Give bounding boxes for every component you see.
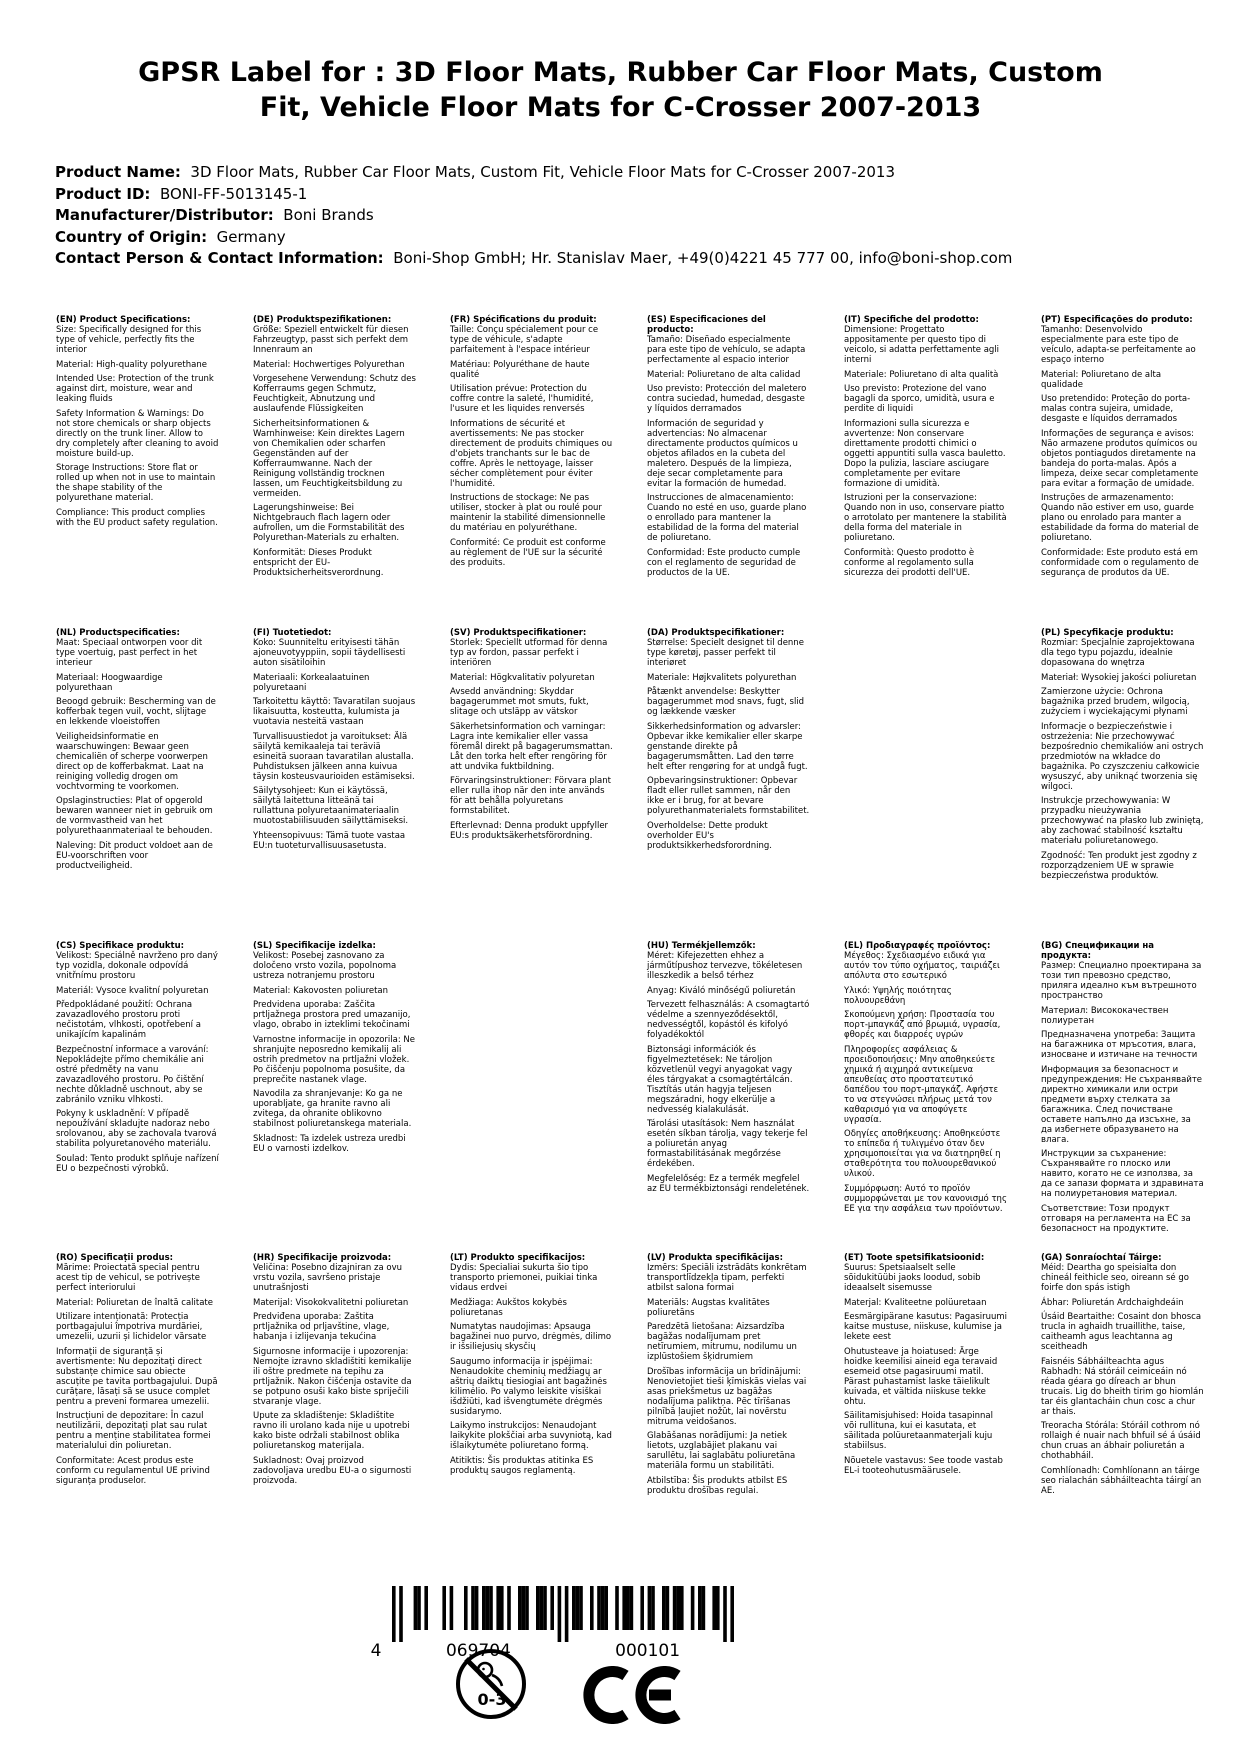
empty-cell bbox=[844, 628, 1041, 941]
spec-paragraph: Tamanho: Desenvolvido especialmente para este tipo de veículo, adapta-se perfeitamente ao espaço interno bbox=[1041, 325, 1196, 365]
spec-paragraph: Conformitate: Acest produs este conform cu regulamentul UE privind siguranța produselor. bbox=[56, 1455, 210, 1486]
spec-paragraph: Compliance: This product complies with the EU product safety regulation. bbox=[56, 507, 218, 528]
spec-paragraph: Sigurnosne informacije i upozorenja: Nemojte izravno skladištiti kemikalije ili oštre predmete na tepihu za prtljažnik. Nakon čišćenja ostavite da se potpuno osuši kako biste spriječili stvaranje vlage. bbox=[253, 1346, 412, 1407]
lang-section-ga bbox=[1041, 1253, 1238, 1500]
spec-paragraph: Utilizare intenționată: Protecția portbagajului împotriva murdăriei, umezelii, uzurii și lichidelor vărsate bbox=[56, 1312, 207, 1342]
product-info-line bbox=[55, 205, 1211, 227]
lang-section-el bbox=[844, 941, 1041, 1253]
spec-paragraph: Σκοπούμενη χρήση: Προστασία του πορτ-μπαγκάζ από βρωμιά, υγρασία, φθορές και διαρροές υγρών bbox=[844, 1010, 1001, 1040]
spec-paragraph: Upute za skladištenje: Skladištite ravno ili urolano kada nije u upotrebi kako biste održali stabilnost oblika poliuretanskog materijala. bbox=[253, 1411, 410, 1451]
spec-paragraph: Taille: Conçu spécialement pour ce type de véhicule, s'adapte parfaitement à l'espace intérieur bbox=[450, 325, 599, 355]
spec-paragraph: Utilisation prévue: Protection du coffre contre la saleté, l'humidité, l'usure et les liquides renversés bbox=[450, 384, 594, 414]
page-title-text: GPSR Label for : 3D Floor Mats, Rubber Car Floor Mats, Custom Fit, Vehicle Floor Mats for C-Crosser 2007-2013 bbox=[138, 57, 1103, 124]
lang-section-fi bbox=[253, 628, 450, 941]
spec-paragraph: Instrucțiuni de depozitare: În cazul neutilizării, depozitați plat sau rulat pentru a menține stabilitatea formei materialului din poliuretan. bbox=[56, 1411, 211, 1451]
lang-section-de bbox=[253, 315, 450, 628]
spec-paragraph: Tervezett felhasználás: A csomagtartó védelme a szennyeződésektől, nedvességtől, kopástól és kifolyó folyadékoktól bbox=[647, 1000, 810, 1040]
spec-paragraph: Veiligheidsinformatie en waarschuwingen: Bewaar geen chemicaliën of scherpe voorwerpen direct op de kofferbakmat. Laat na reiniging volledig drogen om vochtvorming te voorkomen. bbox=[56, 731, 208, 792]
spec-paragraph: Størrelse: Specielt designet til denne type køretøj, passer perfekt til interiøret bbox=[647, 638, 804, 668]
lang-section-header: (SV) Produktspecifikationer: bbox=[450, 628, 587, 638]
lang-section-bg bbox=[1041, 941, 1238, 1253]
spec-paragraph: Förvaringsinstruktioner: Förvara plant eller rulla ihop när den inte används för att behålla polyuretans formstabilitet. bbox=[450, 776, 611, 816]
lang-section-it bbox=[844, 315, 1041, 628]
spec-paragraph: Méid: Deartha go speisialta don chineál feithicle seo, oireann sé go foirfe don spás istigh bbox=[1041, 1263, 1189, 1293]
lang-section-sl bbox=[253, 941, 450, 1253]
lang-section-header: (NL) Productspecificaties: bbox=[56, 628, 180, 638]
lang-section-header: (ET) Toote spetsifikatsioonid: bbox=[844, 1253, 985, 1263]
spec-paragraph: Avsedd användning: Skyddar bagagerummet mot smuts, fukt, slitage och utsläpp av vätskor bbox=[450, 687, 589, 717]
barcode-digit-first: 4 bbox=[370, 1641, 382, 1660]
lang-section-header: (ES) Especificaciones del producto: bbox=[647, 315, 766, 335]
spec-paragraph: Materiál: Vysoce kvalitní polyuretan bbox=[56, 985, 209, 996]
lang-section-header: (RO) Specificații produs: bbox=[56, 1253, 174, 1263]
spec-paragraph: Säilitamisjuhised: Hoida tasapinnal või rullituna, kui ei kasutata, et säilitada polüuretaanmaterjali kuju stabiilsus. bbox=[844, 1411, 993, 1451]
spec-paragraph: Instrukcje przechowywania: W przypadku nieużywania przechowywać na płasko lub zwiniętą, aby zachować stabilność kształtu materiału poliuretanowego. bbox=[1041, 796, 1204, 846]
barcode-digits-right: 000101 bbox=[615, 1641, 681, 1660]
product-info-label: Country of Origin: bbox=[55, 227, 208, 246]
spec-paragraph: Materiaal: Hoogwaardige polyurethaan bbox=[56, 672, 163, 693]
lang-section-hu bbox=[647, 941, 844, 1253]
spec-paragraph: Medžiaga: Aukštos kokybės poliuretanas bbox=[450, 1297, 567, 1318]
spec-paragraph: Méret: Kifejezetten ehhez a járműtípushoz tervezve, tökéletesen illeszkedik a belső térhez bbox=[647, 951, 803, 981]
spec-paragraph: Informações de segurança e avisos: Não armazene produtos químicos ou objetos pontiagudos diretamente na bandeja do porta-malas. Após a limpeza, deixe secar completamente para evitar a formação de umidade. bbox=[1041, 428, 1199, 489]
lang-section-header: (HU) Termékjellemzők: bbox=[647, 941, 756, 951]
spec-paragraph: Velikost: Posebej zasnovano za določeno vrsto vozila, popolnoma ustreza notranjemu prostoru bbox=[253, 951, 397, 981]
spec-paragraph: Biztonsági információk és figyelmeztetések: Ne tároljon közvetlenül vegyi anyagokat vagy éles tárgyakat a csomagtértálcán. Tisztítás után hagyja teljesen megszáradni, hogy elkerülje a nedvesség kialakulását. bbox=[647, 1044, 793, 1115]
spec-paragraph: Tárolási utasítások: Nem használat esetén síkban tárolja, vagy tekerje fel a poliuretán anyag formastabilitásának megőrzése érdekében. bbox=[647, 1119, 808, 1169]
spec-paragraph: Opslaginstructies: Plat of opgerold bewaren wanneer niet in gebruik om de vormvastheid van het polyurethaanmateriaal te behouden. bbox=[56, 796, 213, 836]
spec-paragraph: Uso previsto: Protección del maletero contra suciedad, humedad, desgaste y líquidos derramados bbox=[647, 384, 807, 414]
spec-paragraph: Skladnost: Ta izdelek ustreza uredbi EU o varnosti izdelkov. bbox=[253, 1133, 406, 1154]
spec-paragraph: Předpokládané použití: Ochrana zavazadlového prostoru proti nečistotám, vlhkosti, opotřebení a unikajícím kapalinám bbox=[56, 1000, 201, 1040]
product-info-label: Product ID: bbox=[55, 184, 151, 203]
spec-paragraph: Zgodność: Ten produkt jest zgodny z rozporządzeniem UE w sprawie bezpieczeństwa produktów. bbox=[1041, 850, 1197, 881]
product-info-label: Manufacturer/Distributor: bbox=[55, 206, 274, 224]
spec-paragraph: Zamierzone użycie: Ochrona bagażnika przed brudem, wilgocią, zużyciem i wyciekającymi płynami bbox=[1041, 687, 1190, 717]
spec-paragraph: Instrucciones de almacenamiento: Cuando no esté en uso, guarde plano o enrollado para mantener la estabilidad de la forma del material de poliuretano. bbox=[647, 493, 807, 543]
product-info-value: BONI-FF-5013145-1 bbox=[150, 184, 308, 203]
spec-paragraph: Suurus: Spetsiaalselt selle sõidukitüübi jaoks loodud, sobib ideaalselt sisemusse bbox=[844, 1263, 981, 1293]
language-grid bbox=[56, 315, 1238, 1500]
product-info-value: Boni-Shop GmbH; Hr. Stanislav Maer, +49(0)4221 45 777 00, info@boni-shop.com bbox=[383, 249, 1013, 267]
lang-section-ro bbox=[56, 1253, 253, 1500]
lang-section-header: (FR) Spécifications du produit: bbox=[450, 315, 597, 325]
lang-section-header: (GA) Sonraíochtaí Táirge: bbox=[1041, 1253, 1162, 1263]
spec-paragraph: Material: Poliuretano de alta qualidade bbox=[1041, 369, 1162, 390]
lang-section-lt bbox=[450, 1253, 647, 1500]
spec-paragraph: Säilytysohjeet: Kun ei käytössä, säilytä laitettuna litteänä tai rullattuna polyuretaanimateriaalin muotostabiilisuuden säilyttämiseksi. bbox=[253, 786, 409, 826]
spec-paragraph: Μέγεθος: Σχεδιασμένο ειδικά για αυτόν τον τύπο οχήματος, ταιριάζει απόλυτα στο εσωτερικό bbox=[844, 951, 1000, 981]
spec-paragraph: Safety Information & Warnings: Do not store chemicals or sharp objects directly on the trunk liner. Allow to dry completely after cleaning to avoid moisture build-up. bbox=[56, 408, 219, 459]
spec-paragraph: Materiāls: Augstas kvalitātes poliuretāns bbox=[647, 1297, 770, 1318]
spec-paragraph: Uso previsto: Protezione del vano bagagli da sporco, umidità, usura e perdite di liquidi bbox=[844, 384, 995, 414]
lang-section-pl bbox=[1041, 628, 1238, 941]
spec-paragraph: Bezpečnostní informace a varování: Nepokládejte přímo chemikálie ani ostré předměty na vanu zavazadlového prostoru. Po čištění nechte důkladně uschnout, aby se zabránilo vzniku vlhkosti. bbox=[56, 1044, 209, 1105]
ean13-barcode bbox=[356, 1586, 746, 1660]
spec-paragraph: Laikymo instrukcijos: Nenaudojant laikykite plokščiai arba suvyniotą, kad išlaikytumėte poliuretano formą. bbox=[450, 1421, 612, 1451]
spec-paragraph: Ohutusteave ja hoiatused: Ärge hoidke keemilisi aineid ega teravaid esemeid otse pagasiruumi matil. Pärast puhastamist laske täielikult kuivada, et vältida niiskuse tekke ohtu. bbox=[844, 1346, 998, 1407]
lang-section-en bbox=[56, 315, 253, 628]
product-info bbox=[55, 162, 1211, 270]
spec-paragraph: Koko: Suunniteltu erityisesti tähän ajoneuvotyyppiin, sopii täydellisesti auton sisätiloihin bbox=[253, 638, 406, 668]
spec-paragraph: Sicherheitsinformationen & Warnhinweise: Kein direktes Lagern von Chemikalien oder scharfen Gegenständen auf der Kofferraumwanne. Nach der Reinigung vollständig trocknen lassen, um Feuchtigkeitsbildung zu vermeiden. bbox=[253, 418, 405, 499]
spec-paragraph: Turvallisuustiedot ja varoitukset: Älä säilytä kemikaaleja tai teräviä esineitä suoraan tavaratilan alustalla. Puhdistuksen jälkeen anna kuivua täysin kosteusvaurioiden estämiseksi. bbox=[253, 731, 415, 782]
spec-paragraph: Vorgesehene Verwendung: Schutz des Kofferraums gegen Schmutz, Feuchtigkeit, Abnutzung und auslaufende Flüssigkeiten bbox=[253, 374, 416, 414]
lang-section-pt bbox=[1041, 315, 1238, 628]
spec-paragraph: Conformidade: Este produto está em conformidade com o regulamento de segurança de produtos da UE. bbox=[1041, 547, 1199, 578]
spec-paragraph: Материал: Висококачествен полиуретан bbox=[1041, 1005, 1169, 1026]
page-title bbox=[0, 55, 1241, 125]
ce-mark-icon bbox=[583, 1666, 683, 1724]
spec-paragraph: Numatytas naudojimas: Apsauga bagažinei nuo purvo, drėgmės, dilimo ir išsiliejusių skysčių bbox=[450, 1322, 612, 1352]
spec-paragraph: Predviđena uporaba: Zaštita prtljažnika od prljavštine, vlage, habanja i izlijevanja tekućina bbox=[253, 1312, 390, 1342]
spec-paragraph: Rozmiar: Specjalnie zaprojektowana dla tego typu pojazdu, idealnie dopasowana do wnętrza bbox=[1041, 638, 1195, 668]
spec-paragraph: Material: Poliuretano de alta calidad bbox=[647, 369, 801, 380]
spec-paragraph: Intended Use: Protection of the trunk against dirt, moisture, wear and leaking fluids bbox=[56, 374, 214, 404]
lang-section-header: (PL) Specyfikacje produktu: bbox=[1041, 628, 1174, 638]
lang-section-header: (EN) Product Specifications: bbox=[56, 315, 191, 325]
spec-paragraph: Soulad: Tento produkt splňuje nařízení EU o bezpečnosti výrobků. bbox=[56, 1153, 219, 1174]
spec-paragraph: Izmērs: Speciāli izstrādāts konkrētam transportlīdzekļa tipam, perfekti atbilst salona formai bbox=[647, 1263, 807, 1293]
spec-paragraph: Materiale: Højkvalitets polyurethan bbox=[647, 672, 797, 683]
spec-paragraph: Συμμόρφωση: Αυτό το προϊόν συμμορφώνεται με τον κανονισμό της ΕΕ για την ασφάλεια των προϊόντων. bbox=[844, 1183, 1007, 1214]
spec-paragraph: Konformität: Dieses Produkt entspricht der EU-Produktsicherheitsverordnung. bbox=[253, 547, 384, 578]
lang-section-sv bbox=[450, 628, 647, 941]
spec-paragraph: Instruções de armazenamento: Quando não estiver em uso, guarde plano ou enrolado para manter a estabilidade da forma do material de poliuretano. bbox=[1041, 493, 1199, 543]
spec-paragraph: Faisnéis Sábháilteachta agus Rabhadh: Ná stóráil ceimiceáin nó réada géara go díreach ar bhun trucais. Lig do bheith tirim go hiomlán tar éis glantacháin chun cosc a chur ar thais. bbox=[1041, 1356, 1204, 1417]
spec-paragraph: Mărime: Proiectată special pentru acest tip de vehicul, se potrivește perfect interiorului bbox=[56, 1263, 200, 1293]
spec-paragraph: Predvidena uporaba: Zaščita prtljažnega prostora pred umazanijo, vlago, obrabo in izteklimi tekočinami bbox=[253, 1000, 411, 1030]
product-info-label: Product Name: bbox=[55, 163, 181, 181]
spec-paragraph: Предназначена употреба: Защита на багажника от мръсотия, влага, износване и изтичане на течности bbox=[1041, 1030, 1198, 1060]
spec-paragraph: Materiale: Poliuretano di alta qualità bbox=[844, 369, 999, 380]
spec-paragraph: Lagerungshinweise: Bei Nichtgebrauch flach lagern oder aufrollen, um die Formstabilität des Polyurethan-Materials zu erhalten. bbox=[253, 503, 405, 543]
lang-section-es bbox=[647, 315, 844, 628]
spec-paragraph: Treoracha Stórála: Stóráil cothrom nó rollaigh é nuair nach bhfuil sé á úsáid chun cruas an ábhair poliuretán a chothabháil. bbox=[1041, 1421, 1201, 1461]
spec-paragraph: Materiaali: Korkealaatuinen polyuretaani bbox=[253, 672, 370, 693]
lang-section-lv bbox=[647, 1253, 844, 1500]
spec-paragraph: Размер: Специално проектирана за този тип превозно средство, приляга идеално към вътрешното пространство bbox=[1041, 961, 1202, 1001]
spec-paragraph: Glabāšanas norādījumi: Ja netiek lietots, uzglabājiet plakanu vai sarullētu, lai saglabātu poliuretāna materiāla formu un stabilitāti. bbox=[647, 1431, 796, 1471]
product-info-value: 3D Floor Mats, Rubber Car Floor Mats, Custom Fit, Vehicle Floor Mats for C-Crosser 2007-2013 bbox=[180, 163, 896, 181]
lang-section-header: (LV) Produkta specifikācijas: bbox=[647, 1253, 783, 1263]
spec-paragraph: Varnostne informacije in opozorila: Ne shranjujte neposredno kemikalij ali ostrih predmetov na prtljažni vložek. Po čiščenju popolnoma posušite, da preprečite nastanek vlage. bbox=[253, 1034, 415, 1085]
product-info-label: Contact Person & Contact Information: bbox=[55, 249, 384, 267]
product-info-line bbox=[55, 162, 1211, 184]
spec-paragraph: Sikkerhedsinformation og advarsler: Opbevar ikke kemikalier eller skarpe genstande direkte på bagagerumsmåtten. Lad den tørre helt efter rengøring for at undgå fugt. bbox=[647, 721, 808, 772]
spec-paragraph: Yhteensopivuus: Tämä tuote vastaa EU:n tuoteturvallisuusasetusta. bbox=[253, 830, 406, 851]
lang-section-header: (EL) Προδιαγραφές προϊόντος: bbox=[844, 941, 991, 951]
spec-paragraph: Drošības informācija un brīdinājumi: Nenovietojiet tieši ķīmiskās vielas vai asas priekšmetus uz bagāžas nodalījuma paliktņa. Pēc tīrīšanas pilnībā ļaujiet nožūt, lai novērstu mitruma veidošanos. bbox=[647, 1366, 807, 1427]
lang-section-header: (DA) Produktspecifikationer: bbox=[647, 628, 785, 638]
lang-section-header: (FI) Tuotetiedot: bbox=[253, 628, 332, 638]
spec-paragraph: Conformità: Questo prodotto è conforme al regolamento sulla sicurezza dei prodotti dell'UE. bbox=[844, 547, 975, 578]
spec-paragraph: Matériau: Polyuréthane de haute qualité bbox=[450, 359, 590, 380]
spec-paragraph: Informations de sécurité et avertissements: Ne pas stocker directement de produits chimiques ou d'objets tranchants sur le bac de coffre. Après le nettoyage, laisser sécher complètement pour éviter l'humidité. bbox=[450, 418, 613, 489]
spec-paragraph: Atbilstība: Šis produkts atbilst ES produktu drošības regulai. bbox=[647, 1475, 788, 1496]
spec-paragraph: Material: Kakovosten poliuretan bbox=[253, 985, 389, 996]
spec-paragraph: Påtænkt anvendelse: Beskytter bagagerummet mod snavs, fugt, slid og lækkende væsker bbox=[647, 687, 805, 717]
spec-paragraph: Material: Hochwertiges Polyurethan bbox=[253, 359, 405, 370]
spec-paragraph: Pokyny k uskladnění: V případě nepoužívání skladujte nadoraz nebo srolovanou, aby se zachovala tvarová stabilita polyuretanového materiálu. bbox=[56, 1109, 217, 1149]
spec-paragraph: Atitiktis: Šis produktas atitinka ES produktų saugos reglamentą. bbox=[450, 1455, 594, 1476]
lang-section-header: (CS) Specifikace produktu: bbox=[56, 941, 185, 951]
spec-paragraph: Storlek: Speciellt utformad för denna typ av fordon, passar perfekt i interiören bbox=[450, 638, 608, 668]
spec-paragraph: Informații de siguranță și avertismente: Nu depozitați direct substanțe chimice sau obiecte ascuțite pe tavita portbagajului. După curățare, lăsați să se usuce complet pentru a preveni formarea umezelii. bbox=[56, 1346, 218, 1407]
spec-paragraph: Uso pretendido: Proteção do porta-malas contra sujeira, umidade, desgaste e líquidos derramados bbox=[1041, 394, 1191, 424]
lang-section-da bbox=[647, 628, 844, 941]
lang-section-header: (SL) Specifikacije izdelka: bbox=[253, 941, 376, 951]
spec-paragraph: Beoogd gebruik: Bescherming van de kofferbak tegen vuil, vocht, slijtage en lekkende vloeistoffen bbox=[56, 697, 216, 727]
spec-paragraph: Material: Högkvalitativ polyuretan bbox=[450, 672, 595, 683]
lang-section-header: (BG) Спецификации на продукта: bbox=[1041, 941, 1154, 961]
product-info-value: Boni Brands bbox=[273, 206, 374, 224]
spec-paragraph: Tarkoitettu käyttö: Tavaratilan suojaus likaisuutta, kosteutta, kulumista ja vuotavia nesteitä vastaan bbox=[253, 697, 416, 727]
product-info-line bbox=[55, 248, 1211, 270]
spec-paragraph: Sukladnost: Ovaj proizvod zadovoljava uredbu EU-a o sigurnosti proizvoda. bbox=[253, 1455, 412, 1486]
spec-paragraph: Materijal: Visokokvalitetni poliuretan bbox=[253, 1297, 409, 1308]
spec-paragraph: Informazioni sulla sicurezza e avvertenze: Non conservare direttamente prodotti chimici o oggetti appuntiti sulla vasca bauletto. Dopo la pulizia, lasciare asciugare completamente per evitare formazione di umidità. bbox=[844, 418, 1006, 489]
spec-paragraph: Storage Instructions: Store flat or rolled up when not in use to maintain the shape stability of the polyurethane material. bbox=[56, 463, 216, 503]
spec-paragraph: Saugumo informacija ir įspėjimai: Nenaudokite cheminių medžiagų ar aštrių daiktų tiesiogiai ant bagažinės kilimėlio. Po valymo leiskite visiškai išdžiūti, kad išvengtumėte drėgmės susidarymo. bbox=[450, 1356, 607, 1417]
age-warning-0-3-icon bbox=[452, 1645, 530, 1723]
spec-paragraph: Dydis: Specialiai sukurta šio tipo transporto priemonei, puikiai tinka vidaus erdvei bbox=[450, 1263, 598, 1293]
spec-paragraph: Comhlíonadh: Comhlíonann an táirge seo rialachán sábháilteachta táirgí an AE. bbox=[1041, 1465, 1202, 1496]
spec-paragraph: Инструкции за съхранение: Съхранявайте го плоско или навито, когато не се използва, за да се запази формата и здравината на полиуретановия материал. bbox=[1041, 1149, 1204, 1199]
spec-paragraph: Overholdelse: Dette produkt overholder EU's produktsikkerhedsforordning. bbox=[647, 820, 772, 851]
spec-paragraph: Съответствие: Този продукт отговаря на регламента на ЕС за безопасност на продуктите. bbox=[1041, 1203, 1191, 1234]
spec-paragraph: Información de seguridad y advertencias: No almacenar directamente productos químicos u objetos afilados en la cubeta del maletero. Después de la limpieza, deje secar completamente para evitar la formación de humedad. bbox=[647, 418, 798, 489]
spec-paragraph: Informacje o bezpieczeństwie i ostrzeżenia: Nie przechowywać bezpośrednio chemikaliów ani ostrych przedmiotów na wkładce do bagażnika. Po czyszczeniu całkowicie wysuszyć, aby uniknąć tworzenia się wilgoci. bbox=[1041, 721, 1204, 792]
spec-paragraph: Ábhar: Poliuretán Ardchaighdeáin bbox=[1041, 1297, 1184, 1308]
spec-paragraph: Информация за безопасност и предупреждения: Не съхранявайте директно химикали или остри предмети върху стелката за багажника. След почистване оставете напълно да изсъхне, за да избегнете образуването на влага. bbox=[1041, 1064, 1203, 1145]
spec-paragraph: Materjal: Kvaliteetne polüuretaan bbox=[844, 1297, 987, 1308]
spec-paragraph: Nõuetele vastavus: See toode vastab EL-i tooteohutusmäärusele. bbox=[844, 1455, 1003, 1476]
lang-section-nl bbox=[56, 628, 253, 941]
spec-paragraph: Conformité: Ce produit est conforme au règlement de l'UE sur la sécurité des produits. bbox=[450, 537, 606, 568]
spec-paragraph: Υλικό: Υψηλής ποιότητας πολυουρεθάνη bbox=[844, 985, 952, 1006]
lang-section-hr bbox=[253, 1253, 450, 1500]
spec-paragraph: Paredzētā lietošana: Aizsardzība bagāžas nodalījumam pret netīrumiem, mitrumu, nodilumu un izplūstošiem šķidrumiem bbox=[647, 1322, 797, 1362]
spec-paragraph: Material: Poliuretan de înaltă calitate bbox=[56, 1297, 213, 1308]
spec-paragraph: Materiał: Wysokiej jakości poliuretan bbox=[1041, 672, 1197, 683]
spec-paragraph: Πληροφορίες ασφάλειας & προειδοποιήσεις: Μην αποθηκεύετε χημικά ή αιχμηρά αντικείμενα απευθείας στο προστατευτικό δαπέδου του πορτ-μπαγκάζ. Αφήστε το να στεγνώσει πλήρως μετά τον καθαρισμό για να αποφύγετε υγρασία. bbox=[844, 1044, 999, 1125]
spec-paragraph: Size: Specifically designed for this type of vehicle, perfectly fits the interior bbox=[56, 325, 202, 355]
spec-paragraph: Istruzioni per la conservazione: Quando non in uso, conservare piatto o arrotolato per mantenere la stabilità della forma del materiale in poliuretano. bbox=[844, 493, 1007, 543]
spec-paragraph: Megfelelőség: Ez a termék megfelel az EU termékbiztonsági rendeletének. bbox=[647, 1173, 810, 1194]
lang-section-header: (PT) Especificações do produto: bbox=[1041, 315, 1193, 325]
lang-section-et bbox=[844, 1253, 1041, 1500]
spec-paragraph: Dimensione: Progettato appositamente per questo tipo di veicolo, si adatta perfettamente agli interni bbox=[844, 325, 1000, 365]
lang-section-fr bbox=[450, 315, 647, 628]
barcode-digits-left: 069704 bbox=[445, 1641, 511, 1660]
spec-paragraph: Naleving: Dit product voldoet aan de EU-voorschriften voor productveiligheid. bbox=[56, 840, 213, 871]
lang-section-header: (DE) Produktspezifikationen: bbox=[253, 315, 392, 325]
spec-paragraph: Veličina: Posebno dizajniran za ovu vrstu vozila, savršeno pristaje unutrašnjosti bbox=[253, 1263, 402, 1293]
spec-paragraph: Tamaño: Diseñado especialmente para este tipo de vehículo, se adapta perfectamente al espacio interior bbox=[647, 335, 806, 365]
product-info-value: Germany bbox=[207, 227, 286, 246]
spec-paragraph: Maat: Speciaal ontworpen voor dit type voertuig, past perfect in het interieur bbox=[56, 638, 203, 668]
spec-paragraph: Efterlevnad: Denna produkt uppfyller EU:s produktsäkerhetsförordning. bbox=[450, 820, 609, 841]
spec-paragraph: Eesmärgipärane kasutus: Pagasiruumi kaitse mustuse, niiskuse, kulumise ja lekete eest bbox=[844, 1312, 1008, 1342]
spec-paragraph: Velikost: Speciálně navrženo pro daný typ vozidla, dokonale odpovídá vnitřnímu prostoru bbox=[56, 951, 218, 981]
spec-paragraph: Anyag: Kiváló minőségű poliuretán bbox=[647, 985, 796, 996]
spec-paragraph: Größe: Speziell entwickelt für diesen Fahrzeugtyp, passt sich perfekt dem Innenraum an bbox=[253, 325, 409, 355]
spec-paragraph: Navodila za shranjevanje: Ko ga ne uporabljate, ga hranite ravno ali zvitega, da ohranite oblikovno stabilnost poliuretanskega materiala. bbox=[253, 1089, 412, 1129]
age-warning-text: 0-3 bbox=[477, 1690, 507, 1709]
lang-section-cs bbox=[56, 941, 253, 1253]
empty-cell bbox=[450, 941, 647, 1253]
spec-paragraph: Säkerhetsinformation och varningar: Lagra inte kemikalier eller vassa föremål direkt på bagagerumsmattan. Låt den torka helt efter rengöring för att undvika fuktbildning. bbox=[450, 721, 613, 772]
spec-paragraph: Opbevaringsinstruktioner: Opbevar fladt eller rullet sammen, når den ikke er i brug, for at bevare polyurethanmaterialets formstabilitet. bbox=[647, 776, 810, 816]
lang-section-header: (IT) Specifiche del prodotto: bbox=[844, 315, 979, 325]
spec-paragraph: Instructions de stockage: Ne pas utiliser, stocker à plat ou roulé pour maintenir la stabilité dimensionnelle du matériau en polyuréthane. bbox=[450, 493, 606, 533]
spec-paragraph: Conformidad: Este producto cumple con el reglamento de seguridad de productos de la UE. bbox=[647, 547, 801, 578]
spec-paragraph: Οδηγίες αποθήκευσης: Αποθηκεύστε το επίπεδα ή τυλιγμένο όταν δεν χρησιμοποιείται για να διατηρηθεί η σταθερότητα του πολυουρεθανικού υλικού. bbox=[844, 1129, 1001, 1179]
lang-section-header: (HR) Specifikacije proizvoda: bbox=[253, 1253, 392, 1263]
product-info-line bbox=[55, 227, 1211, 249]
lang-section-header: (LT) Produkto specifikacijos: bbox=[450, 1253, 586, 1263]
spec-paragraph: Úsáid Beartaithe: Cosaint don bhosca trucla in aghaidh truaillithe, taise, caitheamh agus leachtanna ag sceitheadh bbox=[1041, 1312, 1202, 1352]
product-info-line bbox=[55, 184, 1211, 206]
spec-paragraph: Material: High-quality polyurethane bbox=[56, 359, 207, 370]
